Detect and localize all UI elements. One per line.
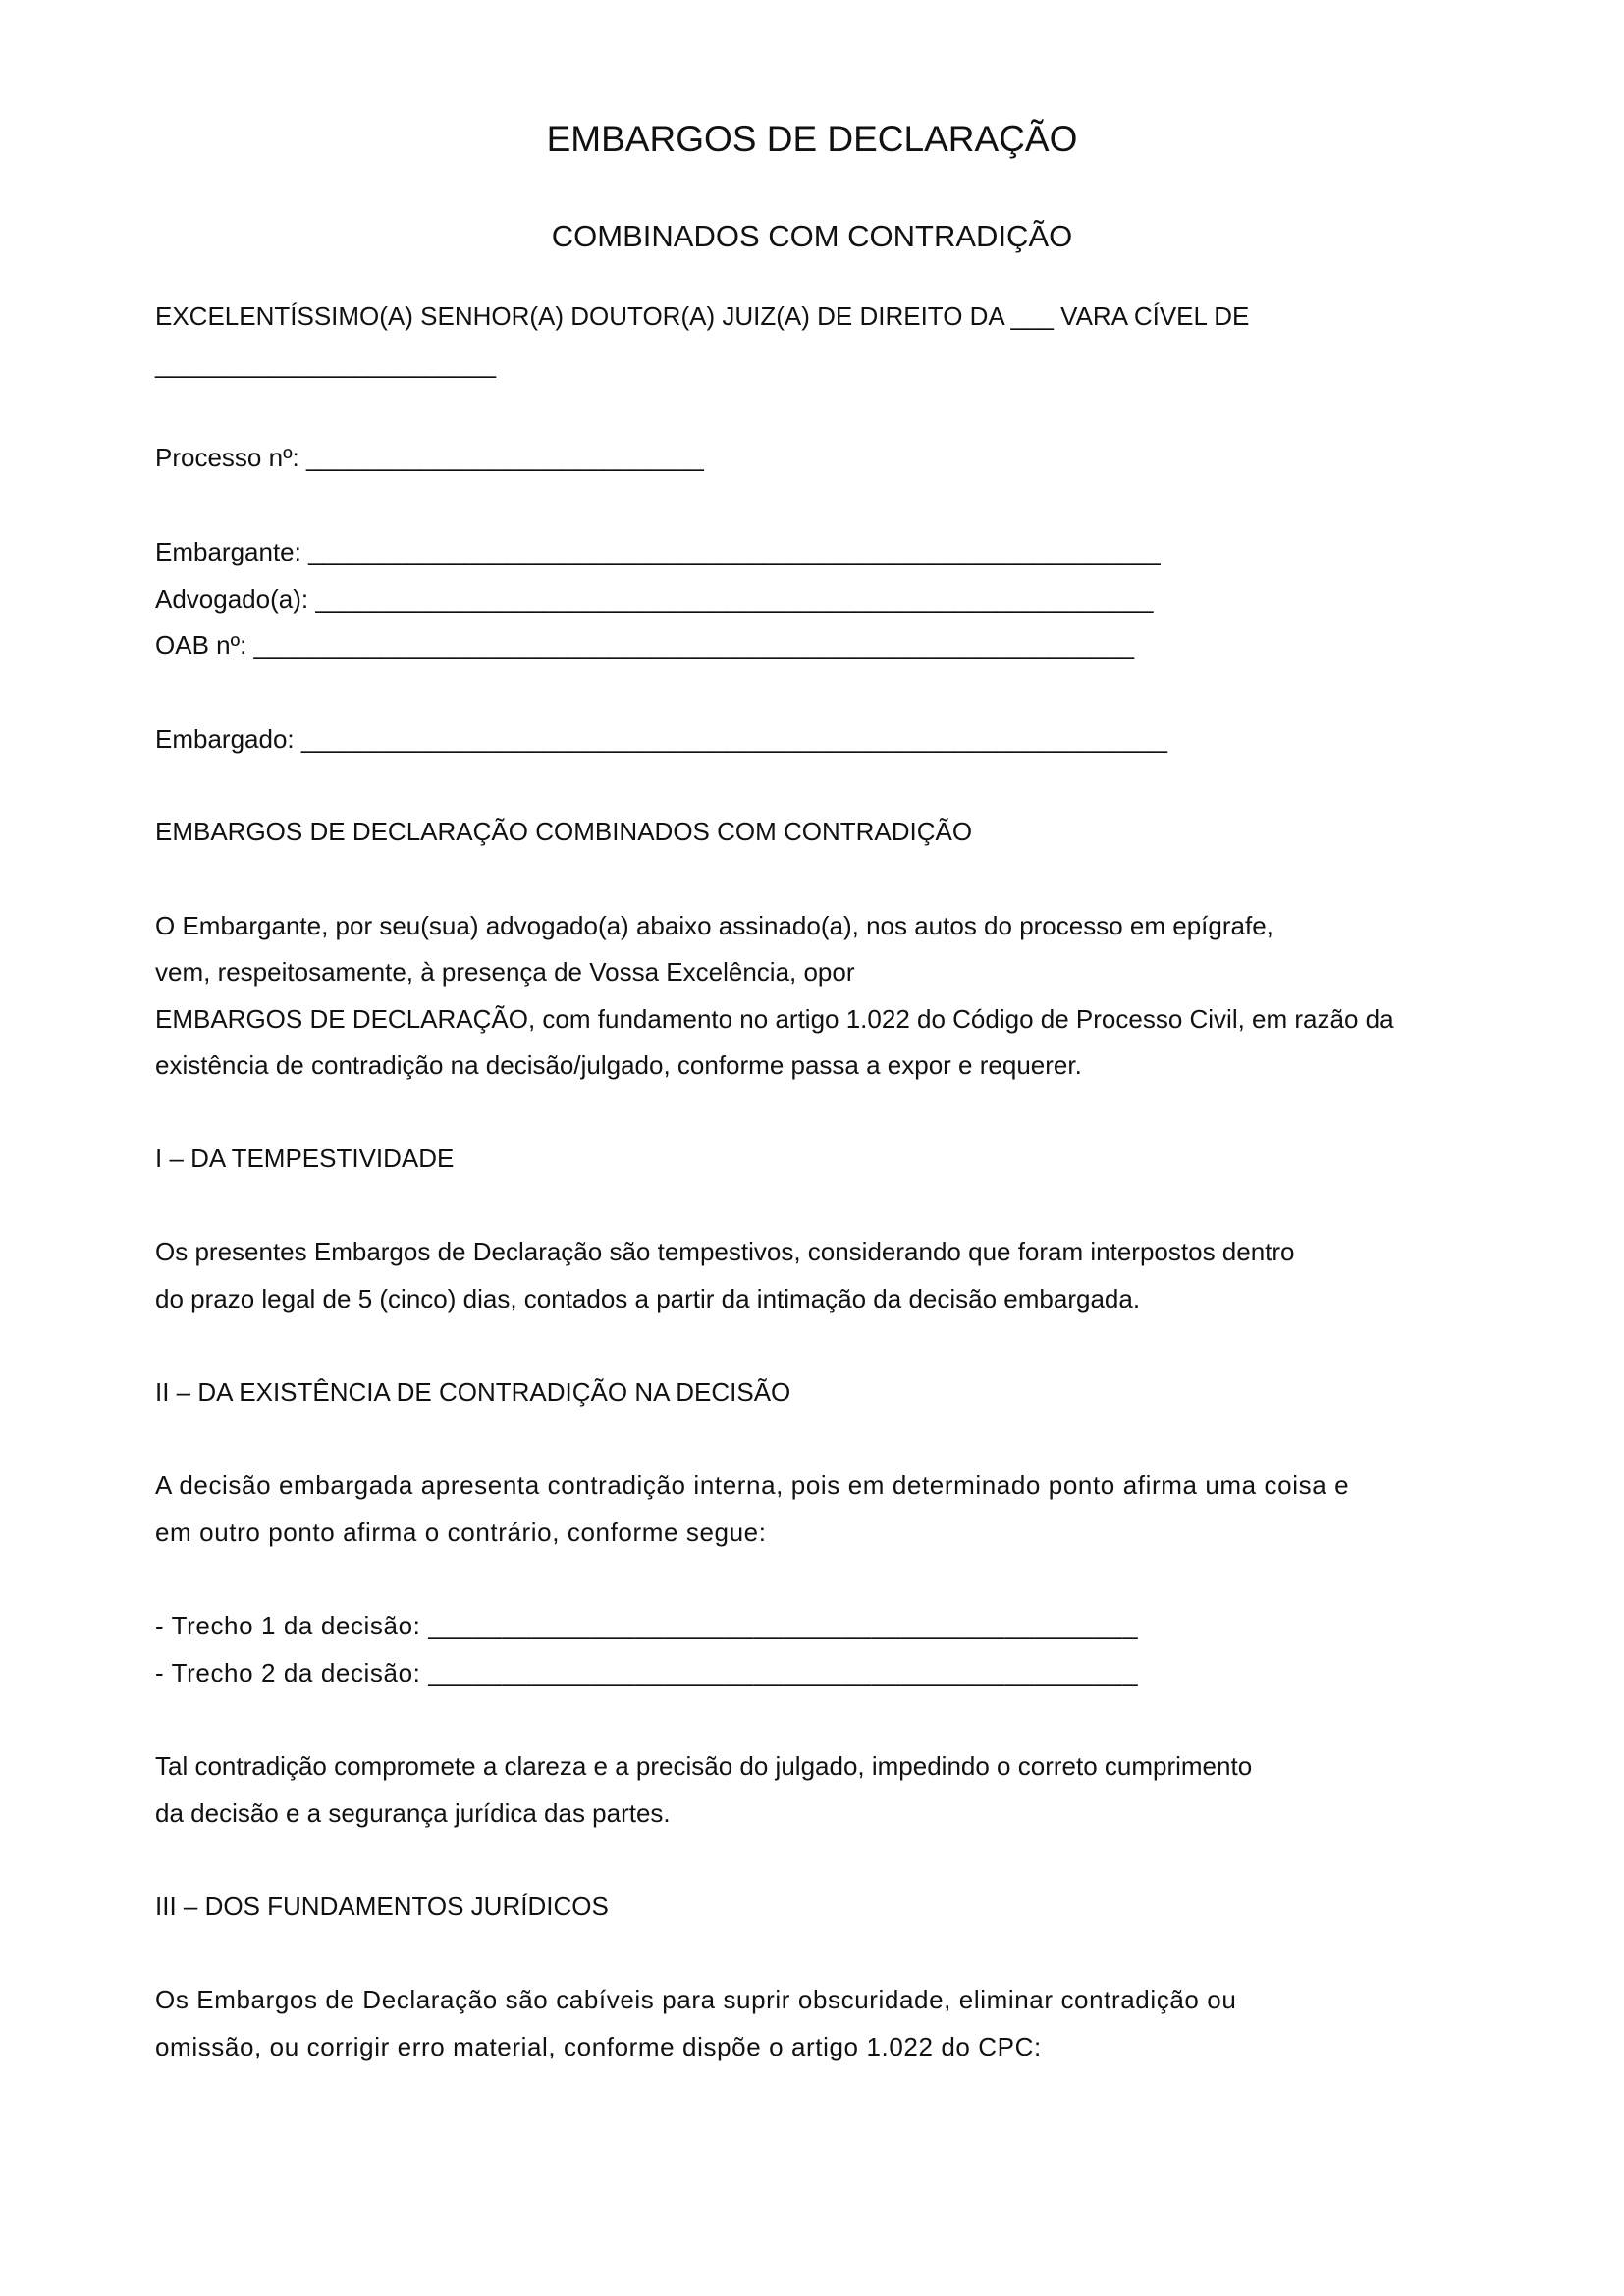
intro-line-4: existência de contradição na decisão/julgado, conforme passa a expor e requerer. (155, 1050, 1082, 1080)
embargado-field: Embargado: _____________________________________________________________ (155, 724, 1167, 754)
main-heading: EMBARGOS DE DECLARAÇÃO COMBINADOS COM CONTRADIÇÃO (155, 817, 973, 846)
section-3-heading: III – DOS FUNDAMENTOS JURÍDICOS (155, 1892, 609, 1921)
trecho-1-field: - Trecho 1 da decisão: ________________________________________________ (155, 1611, 1139, 1640)
processo-field: Processo nº: ____________________________ (155, 443, 704, 472)
document-title: EMBARGOS DE DECLARAÇÃO (546, 119, 1078, 159)
section-2-heading: II – DA EXISTÊNCIA DE CONTRADIÇÃO NA DECISÃO (155, 1377, 791, 1407)
trecho-2-field: - Trecho 2 da decisão: ________________________________________________ (155, 1658, 1139, 1687)
section-2-conclusion-1: Tal contradição compromete a clareza e a precisão do julgado, impedindo o correto cumprimento (155, 1751, 1253, 1781)
section-2-line-2: em outro ponto afirma o contrário, conforme segue: (155, 1518, 767, 1547)
section-3-line-2: omissão, ou corrigir erro material, conforme dispõe o artigo 1.022 do CPC: (155, 2032, 1042, 2061)
section-1-heading: I – DA TEMPESTIVIDADE (155, 1144, 455, 1173)
section-2-line-1: A decisão embargada apresenta contradição interna, pois em determinado ponto afirma uma coisa e (155, 1470, 1350, 1500)
section-2-conclusion-2: da decisão e a segurança jurídica das partes. (155, 1798, 671, 1828)
section-1-line-1: Os presentes Embargos de Declaração são tempestivos, considerando que foram interpostos dentro (155, 1237, 1295, 1266)
addressee-line-1: EXCELENTÍSSIMO(A) SENHOR(A) DOUTOR(A) JUIZ(A) DE DIREITO DA ___ VARA CÍVEL DE (155, 301, 1250, 331)
oab-field: OAB nº: ______________________________________________________________ (155, 630, 1135, 660)
section-3-line-1: Os Embargos de Declaração são cabíveis para suprir obscuridade, eliminar contradição ou (155, 1985, 1237, 2014)
document-subtitle: COMBINADOS COM CONTRADIÇÃO (551, 219, 1073, 253)
intro-line-3: EMBARGOS DE DECLARAÇÃO, com fundamento no artigo 1.022 do Código de Processo Civil, em razão da (155, 1004, 1394, 1034)
intro-line-2: vem, respeitosamente, à presença de Vossa Excelência, opor (155, 957, 855, 987)
addressee-line-2: ________________________ (155, 349, 497, 379)
section-1-line-2: do prazo legal de 5 (cinco) dias, contados a partir da intimação da decisão embargada. (155, 1284, 1141, 1313)
advogado-field: Advogado(a): ___________________________________________________________ (155, 584, 1154, 614)
intro-line-1: O Embargante, por seu(sua) advogado(a) abaixo assinado(a), nos autos do processo em epígrafe, (155, 911, 1273, 940)
embargante-field: Embargante: ____________________________________________________________ (155, 537, 1161, 566)
